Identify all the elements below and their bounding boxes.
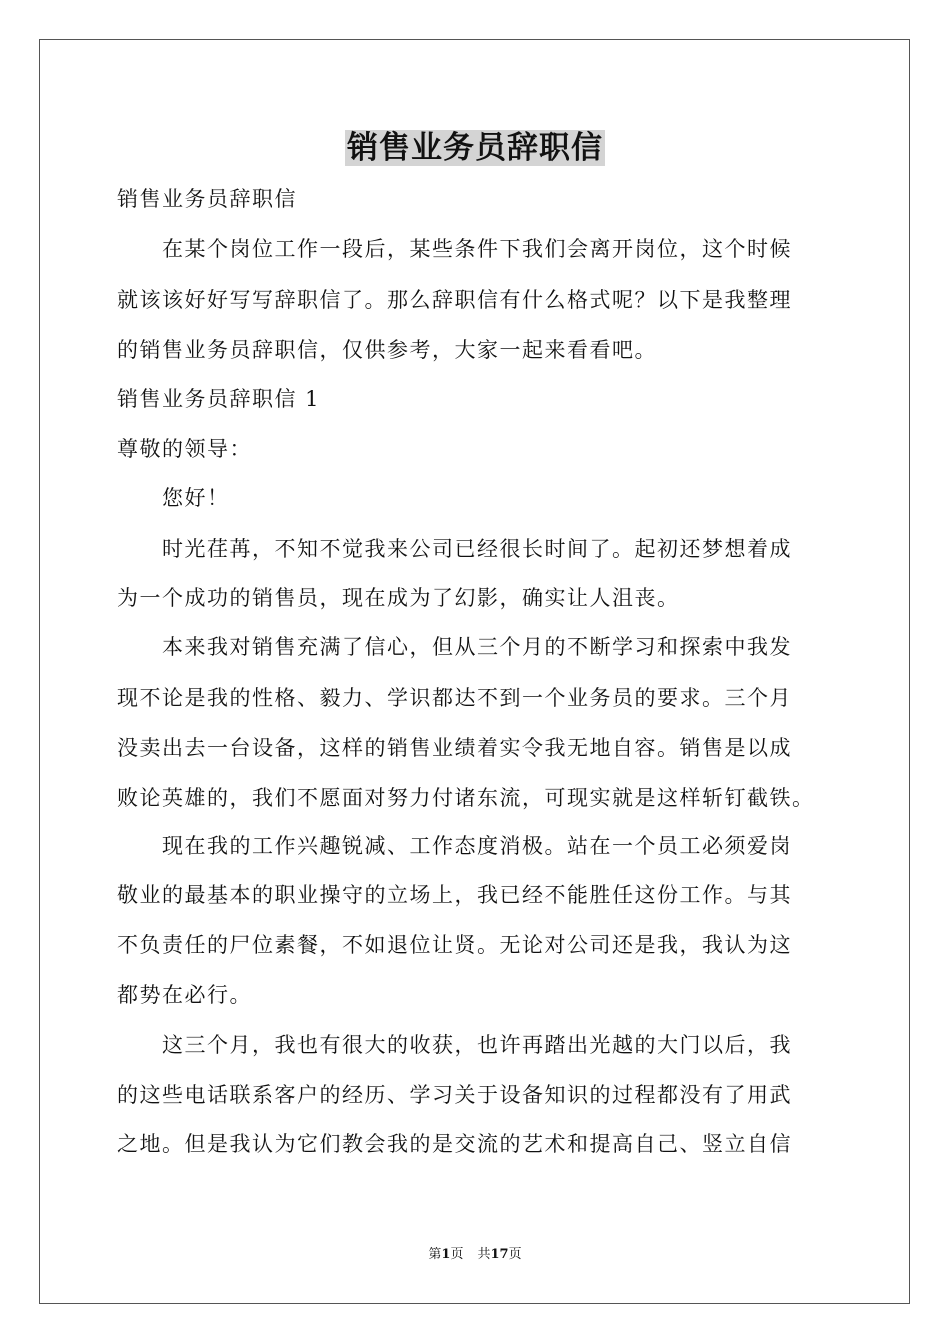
page-border [39,39,910,1304]
body-line: 敬业的最基本的职业操守的立场上，我已经不能胜任这份工作。与其 [117,883,792,907]
section-heading: 销售业务员辞职信 1 [117,387,321,411]
body-line: 败论英雄的，我们不愿面对努力付诸东流，可现实就是这样斩钉截铁。 [117,786,815,810]
footer-total-prefix: 共 [477,1247,491,1262]
body-line: 的销售业务员辞职信，仅供参考，大家一起来看看吧。 [117,338,657,362]
body-line: 现在我的工作兴趣锐减、工作态度消极。站在一个员工必须爱岗 [117,834,792,858]
body-line: 时光荏苒，不知不觉我来公司已经很长时间了。起初还梦想着成 [117,537,792,561]
document-title-text: 销售业务员辞职信 [347,130,603,166]
footer-page-prefix: 第 [428,1247,442,1262]
body-line: 不负责任的尸位素餐，不如退位让贤。无论对公司还是我，我认为这 [117,933,792,957]
greeting: 您好！ [117,486,230,510]
body-line: 没卖出去一台设备，这样的销售业绩着实令我无地自容。销售是以成 [117,736,792,760]
body-line: 为一个成功的销售员，现在成为了幻影，确实让人沮丧。 [117,586,680,610]
body-line: 在某个岗位工作一段后，某些条件下我们会离开岗位，这个时候 [117,237,792,261]
salutation: 尊敬的领导： [117,437,252,461]
body-line: 本来我对销售充满了信心，但从三个月的不断学习和探索中我发 [117,635,792,659]
page-footer [0,1246,950,1264]
body-line: 这三个月，我也有很大的收获，也许再踏出光越的大门以后，我 [117,1033,792,1057]
body-line: 现不论是我的性格、毅力、学识都达不到一个业务员的要求。三个月 [117,686,792,710]
body-line: 都势在必行。 [117,983,252,1007]
body-line: 就该该好好写写辞职信了。那么辞职信有什么格式呢？以下是我整理 [117,288,792,312]
body-line: 之地。但是我认为它们教会我的是交流的艺术和提高自己、竖立自信 [117,1132,792,1156]
document-title [0,128,950,168]
footer-page-number: 1 [441,1247,451,1262]
footer-page-suffix: 页 [450,1247,464,1262]
footer-total-pages: 17 [490,1247,509,1262]
body-line: 的这些电话联系客户的经历、学习关于设备知识的过程都没有了用武 [117,1083,792,1107]
body-line: 销售业务员辞职信 [117,187,297,211]
footer-total-suffix: 页 [508,1247,522,1262]
